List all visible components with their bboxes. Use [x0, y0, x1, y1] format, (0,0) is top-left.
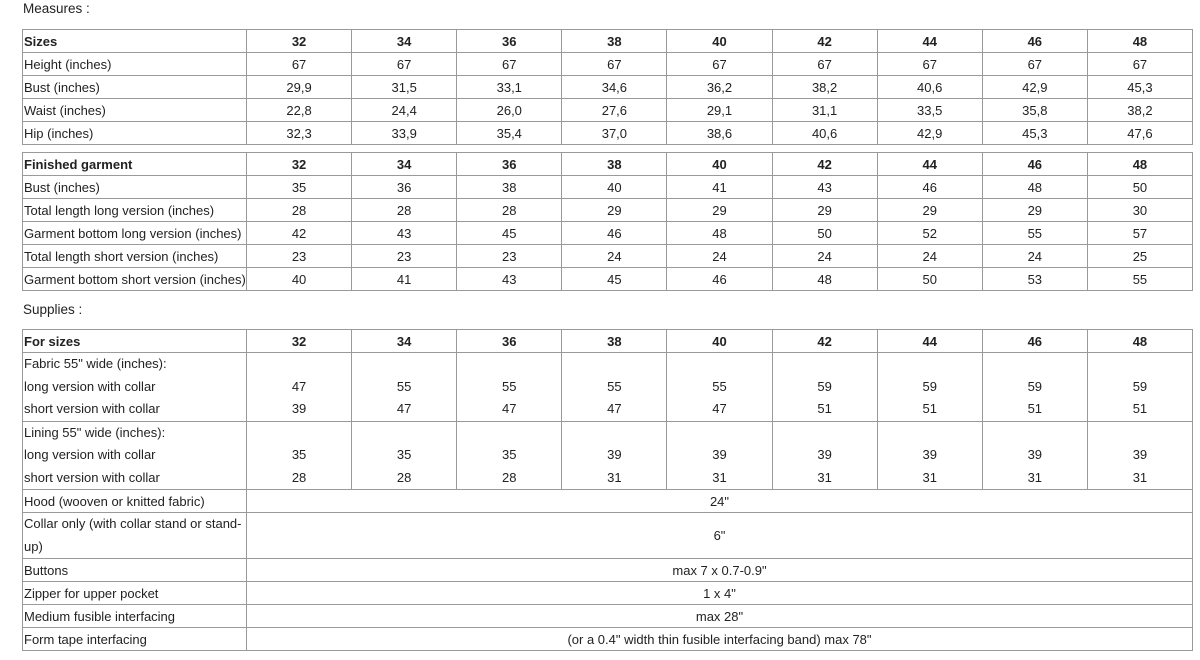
fabric-label-cell: [23, 353, 247, 422]
table-cell: 38,2: [1087, 99, 1192, 122]
spanning-cell: 24": [247, 490, 1193, 513]
header-cell: For sizes: [23, 330, 247, 353]
header-cell: 42: [772, 330, 877, 353]
header-cell: Sizes: [23, 30, 247, 53]
table-row: [23, 268, 1193, 291]
header-cell: 48: [1087, 153, 1192, 176]
header-cell: 38: [562, 330, 667, 353]
table-cell: 38,6: [667, 122, 772, 145]
table-row: [23, 513, 1193, 559]
table-cell: 23: [457, 245, 562, 268]
table-row: [23, 353, 1193, 422]
table-cell: 33,1: [457, 76, 562, 99]
table-cell: 38: [457, 176, 562, 199]
table-cell: 43: [772, 176, 877, 199]
row-label: Total length short version (inches): [23, 245, 247, 268]
table-cell: 23: [352, 245, 457, 268]
header-cell: 40: [667, 30, 772, 53]
supplies-header-row: [23, 330, 1193, 353]
table-cell: 39 31: [667, 421, 772, 490]
table-cell: 67: [352, 53, 457, 76]
row-label: Waist (inches): [23, 99, 247, 122]
table-cell: 24: [667, 245, 772, 268]
header-cell: 44: [877, 30, 982, 53]
table-cell: 55 47: [667, 353, 772, 422]
table-cell: 28: [247, 199, 352, 222]
finished-header-row: [23, 153, 1193, 176]
lining-heading: Lining 55" wide (inches):: [24, 424, 166, 440]
table-cell: 67: [247, 53, 352, 76]
table-cell: 67: [562, 53, 667, 76]
table-cell: 59 51: [982, 353, 1087, 422]
table-cell: 29,1: [667, 99, 772, 122]
table-cell: 48: [982, 176, 1087, 199]
table-cell: 50: [1087, 176, 1192, 199]
table-cell: 42: [247, 222, 352, 245]
table-cell: 45: [457, 222, 562, 245]
table-row: [23, 245, 1193, 268]
table-row: [23, 99, 1193, 122]
row-label: Bust (inches): [23, 76, 247, 99]
row-label: Garment bottom long version (inches): [23, 222, 247, 245]
header-cell: 44: [877, 153, 982, 176]
spanning-cell: (or a 0.4" width thin fusible interfacing band) max 78": [247, 628, 1193, 651]
table-cell: 45,3: [1087, 76, 1192, 99]
header-cell: 42: [772, 153, 877, 176]
table-cell: 39 31: [772, 421, 877, 490]
table-cell: 55 47: [352, 353, 457, 422]
table-cell: 29: [667, 199, 772, 222]
table-cell: 29: [877, 199, 982, 222]
table-cell: 28: [457, 199, 562, 222]
table-cell: 28: [352, 199, 457, 222]
header-cell: 34: [352, 330, 457, 353]
table-cell: 55: [1087, 268, 1192, 291]
row-label: Bust (inches): [23, 176, 247, 199]
header-cell: 44: [877, 330, 982, 353]
table-cell: 35,8: [982, 99, 1087, 122]
table-row: [23, 176, 1193, 199]
header-cell: 34: [352, 153, 457, 176]
table-cell: 46: [877, 176, 982, 199]
table-cell: 43: [352, 222, 457, 245]
table-cell: 67: [982, 53, 1087, 76]
table-cell: 22,8: [247, 99, 352, 122]
table-cell: 24: [562, 245, 667, 268]
header-cell: 36: [457, 153, 562, 176]
table-cell: 67: [1087, 53, 1192, 76]
table-cell: 33,5: [877, 99, 982, 122]
table-cell: 32,3: [247, 122, 352, 145]
table-cell: 46: [667, 268, 772, 291]
header-cell: 38: [562, 30, 667, 53]
table-row: [23, 76, 1193, 99]
header-cell: 46: [982, 330, 1087, 353]
header-cell: 40: [667, 330, 772, 353]
table-cell: 40: [247, 268, 352, 291]
lining-long-label: long version with collar: [24, 447, 156, 462]
table-cell: 67: [877, 53, 982, 76]
table-cell: 23: [247, 245, 352, 268]
table-cell: 26,0: [457, 99, 562, 122]
table-cell: 52: [877, 222, 982, 245]
table-cell: 41: [667, 176, 772, 199]
table-cell: 37,0: [562, 122, 667, 145]
header-cell: 32: [247, 153, 352, 176]
table-row: [23, 605, 1193, 628]
fabric-long-label: long version with collar: [24, 378, 156, 394]
table-cell: 55: [982, 222, 1087, 245]
row-label: Buttons: [23, 559, 247, 582]
table-cell: 27,6: [562, 99, 667, 122]
table-cell: 55 47: [562, 353, 667, 422]
table-cell: 29: [982, 199, 1087, 222]
table-cell: 53: [982, 268, 1087, 291]
table-cell: 29: [562, 199, 667, 222]
table-row: [23, 628, 1193, 651]
table-cell: 24: [982, 245, 1087, 268]
row-label: Form tape interfacing: [23, 628, 247, 651]
spanning-cell: 6": [247, 513, 1193, 559]
row-label: Hip (inches): [23, 122, 247, 145]
table-cell: 59 51: [877, 353, 982, 422]
table-cell: 35 28: [247, 421, 352, 490]
spanning-cell: max 7 x 0.7-0.9": [247, 559, 1193, 582]
table-cell: 35 28: [457, 421, 562, 490]
table-cell: 42,9: [877, 122, 982, 145]
table-cell: 46: [562, 222, 667, 245]
table-cell: 24,4: [352, 99, 457, 122]
table-cell: 67: [772, 53, 877, 76]
table-row: [23, 421, 1193, 490]
table-row: [23, 122, 1193, 145]
header-cell: 42: [772, 30, 877, 53]
table-cell: 31,1: [772, 99, 877, 122]
table-cell: 40: [562, 176, 667, 199]
table-cell: 67: [667, 53, 772, 76]
row-label: Total length long version (inches): [23, 199, 247, 222]
table-cell: 31,5: [352, 76, 457, 99]
header-cell: 38: [562, 153, 667, 176]
header-cell: Finished garment: [23, 153, 247, 176]
header-cell: 40: [667, 153, 772, 176]
table-cell: 48: [772, 268, 877, 291]
table-cell: 67: [457, 53, 562, 76]
table-cell: 29,9: [247, 76, 352, 99]
row-label: Collar only (with collar stand or stand-up): [23, 513, 247, 559]
fabric-heading: Fabric 55" wide (inches):: [24, 356, 167, 371]
table-cell: 39 31: [1087, 421, 1192, 490]
table-cell: 38,2: [772, 76, 877, 99]
table-cell: 57: [1087, 222, 1192, 245]
table-cell: 47 39: [247, 353, 352, 422]
table-cell: 59 51: [772, 353, 877, 422]
table-cell: 42,9: [982, 76, 1087, 99]
table-cell: 34,6: [562, 76, 667, 99]
table-row: [23, 490, 1193, 513]
row-label: Medium fusible interfacing: [23, 605, 247, 628]
lining-short-label: short version with collar: [24, 469, 160, 485]
table-cell: 33,9: [352, 122, 457, 145]
spanning-cell: 1 x 4": [247, 582, 1193, 605]
finished-garment-table: [22, 152, 1193, 291]
table-row: [23, 582, 1193, 605]
header-cell: 46: [982, 153, 1087, 176]
table-cell: 25: [1087, 245, 1192, 268]
supplies-title: Supplies :: [23, 302, 83, 317]
table-cell: 40,6: [877, 76, 982, 99]
table-row: [23, 559, 1193, 582]
table-cell: 35 28: [352, 421, 457, 490]
table-cell: 29: [772, 199, 877, 222]
table-row: [23, 199, 1193, 222]
row-label: Zipper for upper pocket: [23, 582, 247, 605]
table-cell: 45: [562, 268, 667, 291]
table-row: [23, 53, 1193, 76]
table-cell: 36,2: [667, 76, 772, 99]
row-label: Hood (wooven or knitted fabric): [23, 490, 247, 513]
measures-title: Measures :: [23, 1, 90, 16]
table-cell: 35: [247, 176, 352, 199]
lining-label-cell: [23, 421, 247, 490]
table-cell: 41: [352, 268, 457, 291]
table-cell: 50: [772, 222, 877, 245]
header-cell: 32: [247, 330, 352, 353]
table-cell: 45,3: [982, 122, 1087, 145]
table-cell: 43: [457, 268, 562, 291]
row-label: Garment bottom short version (inches): [23, 268, 247, 291]
table-cell: 59 51: [1087, 353, 1192, 422]
table-cell: 39 31: [982, 421, 1087, 490]
table-cell: 48: [667, 222, 772, 245]
header-cell: 48: [1087, 330, 1192, 353]
row-label: Height (inches): [23, 53, 247, 76]
table-cell: 47,6: [1087, 122, 1192, 145]
table-cell: 30: [1087, 199, 1192, 222]
table-cell: 36: [352, 176, 457, 199]
table-cell: 55 47: [457, 353, 562, 422]
table-cell: 40,6: [772, 122, 877, 145]
measures-table: [22, 29, 1193, 145]
table-cell: 50: [877, 268, 982, 291]
header-cell: 46: [982, 30, 1087, 53]
table-row: [23, 222, 1193, 245]
header-cell: 34: [352, 30, 457, 53]
header-cell: 48: [1087, 30, 1192, 53]
measures-header-row: [23, 30, 1193, 53]
table-cell: 39 31: [562, 421, 667, 490]
supplies-table: [22, 329, 1193, 651]
table-cell: 39 31: [877, 421, 982, 490]
header-cell: 32: [247, 30, 352, 53]
table-cell: 35,4: [457, 122, 562, 145]
fabric-short-label: short version with collar: [24, 401, 160, 416]
header-cell: 36: [457, 330, 562, 353]
table-cell: 24: [772, 245, 877, 268]
header-cell: 36: [457, 30, 562, 53]
table-cell: 24: [877, 245, 982, 268]
spanning-cell: max 28": [247, 605, 1193, 628]
